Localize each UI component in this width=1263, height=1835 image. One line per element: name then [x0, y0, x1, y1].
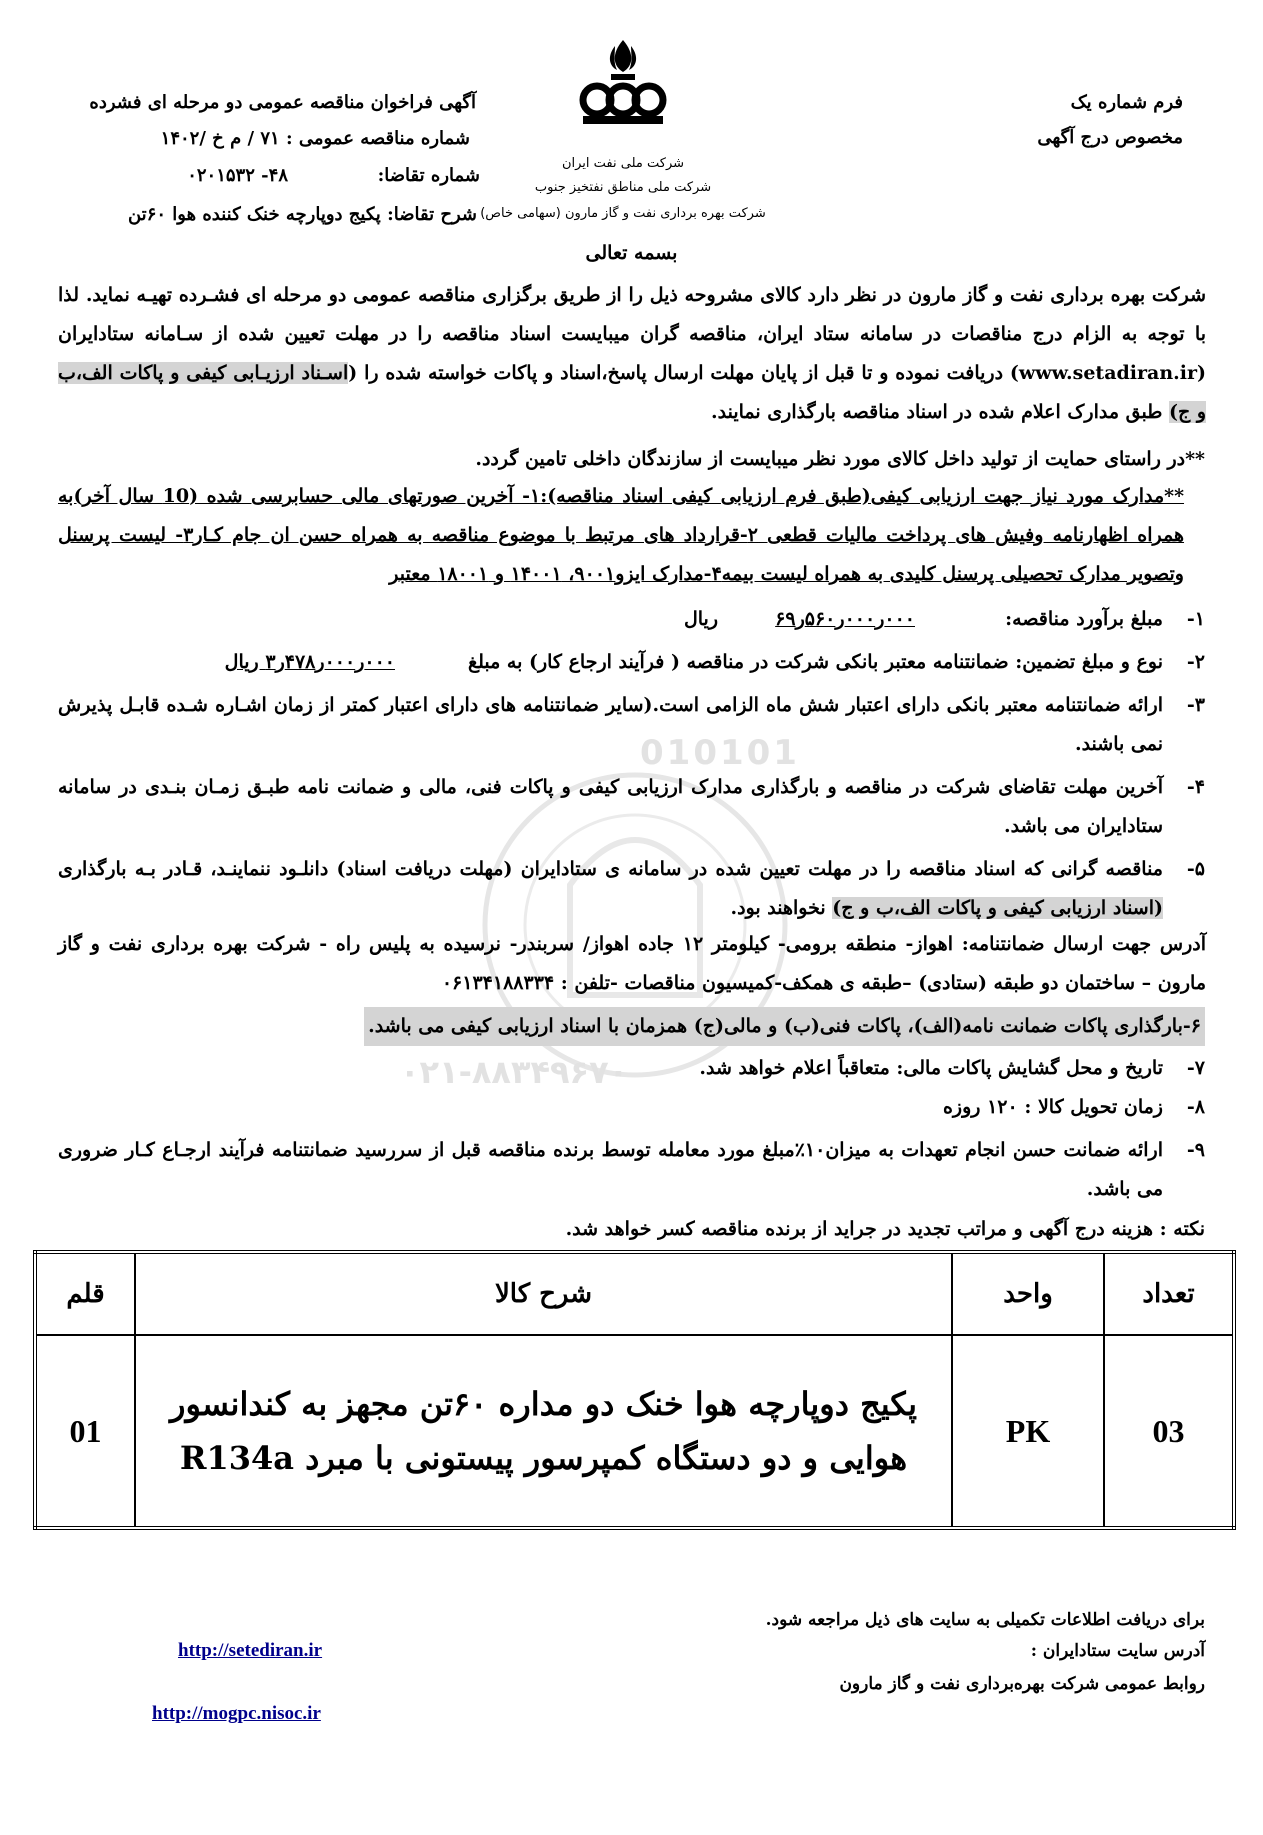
- more-info-text: برای دریافت اطلاعات تکمیلی به سایت های ذیل مراجعه شود.: [765, 1610, 1205, 1630]
- item-1-number: ۱-: [1186, 608, 1205, 630]
- intro-text-2: طبق مدارک اعلام شده در اسناد مناقصه بارگذاری نمایند.: [711, 401, 1169, 423]
- intro-paragraph: [58, 276, 1206, 432]
- logo-line-2: شرکت ملی مناطق نفتخیز جنوب: [534, 180, 712, 195]
- item-9-text: ارائه ضمانت حسن انجام تعهدات به میزان۱۰٪مبلغ مورد معامله توسط برنده مناقصه قبل از سررسید ضمانتنامه فرآیند ارجـاع کـار ضروری می باشد.: [58, 1139, 1163, 1200]
- item-5-text-2: نخواهند بود.: [730, 897, 833, 919]
- item-1-label: مبلغ برآورد مناقصه:: [1005, 608, 1163, 630]
- row-item-number: 01: [35, 1335, 135, 1528]
- item-8-number: ۸-: [1186, 1096, 1205, 1118]
- item-5-number: ۵-: [1186, 858, 1205, 880]
- public-relations-label: روابط عمومی شرکت بهره‌برداری نفت و گاز مارون: [839, 1674, 1205, 1694]
- form-purpose: مخصوص درج آگهی: [1037, 127, 1183, 148]
- goods-table-header-row: [35, 1252, 1234, 1335]
- qualification-documents: **مدارک مورد نیاز جهت ارزیابی کیفی(طبق فرم ارزیابی کیفی اسناد مناقصه):۱- آخرین صورتهای مالی حسابرسی شده (10 سال آخر)به همراه اظهارنامه وفیش های پرداخت مالیات قطعی ۲-قرارداد های مرتبط با موضوع مناقصه به همراه حسن ان جام کـار۳- لیست پرسنل وتصویر مدارک تحصیلی پرسنل کلیدی به همراه لیست بیمه۴-مدارک ایزو۹۰۰۱، ۱۴۰۰۱ و ۱۸۰۰۱ معتبر: [58, 485, 1185, 585]
- setad-address-label: آدرس سایت ستادایران :: [1030, 1641, 1205, 1661]
- item-7-number: ۷-: [1186, 1057, 1205, 1079]
- item-2-number: ۲-: [1186, 651, 1205, 673]
- watermark-code: 010101: [640, 733, 800, 773]
- nioc-flame-logo-icon: [573, 36, 673, 136]
- mogpc-link[interactable]: http://mogpc.nisoc.ir: [152, 1703, 321, 1724]
- item-5-highlight: (اسناد ارزیابی کیفی و پاکات الف،ب و ج): [832, 897, 1163, 919]
- table-row: [35, 1335, 1234, 1528]
- request-description: شرح تقاضا: پکیج دوپارچه خنک کننده هوا ۶۰تن: [127, 204, 477, 225]
- item-4-number: ۴-: [1186, 776, 1205, 798]
- item-3-number: ۳-: [1186, 694, 1205, 716]
- guarantee-text: نوع و مبلغ تضمین: ضمانتنامه معتبر بانکی شرکت در مناقصه ( فرآیند ارجاع کار) به مبلغ: [467, 651, 1163, 673]
- logo-line-3: شرکت بهره برداری نفت و گاز مارون (سهامی خاص): [480, 206, 766, 221]
- item-8-text: زمان تحویل کالا : ۱۲۰ روزه: [942, 1096, 1163, 1118]
- intro-highlight: اسـناد ارزیـابی کیفی و پاکات الف،ب و ج): [58, 362, 1206, 423]
- logo-line-1: شرکت ملی نفت ایران: [561, 156, 685, 171]
- guarantee-amount: ۰۰۰ر۰۰۰ر۴۷۸ر۳ ریال: [224, 651, 395, 673]
- row-description-line-1: پکیج دوپارچه هوا خنک دو مداره ۶۰تن مجهز به کندانسور: [170, 1385, 917, 1423]
- item-6-text: ۶-بارگذاری پاکات ضمانت نامه(الف)، پاکات فنی(ب) و مالی(ج) همزمان با اسناد ارزیابی کیفی می باشد.: [364, 1007, 1205, 1046]
- tender-number: شماره مناقصه عمومی : ۷۱ / م خ /۱۴۰۲: [160, 128, 470, 149]
- row-quantity: 03: [1104, 1335, 1234, 1528]
- row-description-line-2: هوایی و دو دستگاه کمپرسور پیستونی با مبرد R134a: [179, 1439, 908, 1477]
- bismillah-heading: بسمه تعالی: [585, 242, 678, 264]
- header-unit: واحد: [952, 1252, 1104, 1335]
- row-unit: PK: [952, 1335, 1104, 1528]
- domestic-production-note: **در راستای حمایت از تولید داخل کالای مورد نظر میبایست از سازندگان داخلی تامین گردد.: [475, 448, 1205, 470]
- estimate-unit: ریال: [683, 608, 718, 630]
- item-4-text: آخرین مهلت تقاضای شرکت در مناقصه و بارگذاری مدارک ارزیابی کیفی و پاکات فنی، مالی و ضمانت نامه طبـق زمـان بنـدی در سامانه ستادایران می باشد.: [58, 776, 1163, 837]
- header-quantity: تعداد: [1104, 1252, 1234, 1335]
- item-3-text: ارائه ضمانتنامه معتبر بانکی دارای اعتبار شش ماه الزامی است.(سایر ضمانتنامه های دارای اعتبار کمتر از زمان اشـاره شـده قابـل پذیرش نمی باشند.: [58, 694, 1163, 755]
- header-item: قلم: [35, 1252, 135, 1335]
- item-9-number: ۹-: [1186, 1139, 1205, 1161]
- advertising-cost-note: نکته : هزینه درج آگهی و مراتب تجدید در جراید از برنده مناقصه کسر خواهد شد.: [565, 1218, 1205, 1240]
- guarantee-address: آدرس جهت ارسال ضمانتنامه: اهواز- منطقه برومی- کیلومتر ۱۲ جاده اهواز/ سربندر- نرسیده به پلیس راه - شرکت بهره برداری نفت و گاز مارون – ساختمان دو طبقه (ستادی) –طبقه ی همکف-کمیسیون مناقصات -تلفن : ۰۶۱۳۴۱۸۸۳۳۴: [58, 933, 1206, 994]
- watermark-phone: ۰۲۱-۸۸۳۴۹۶۷۰: [400, 1053, 629, 1091]
- intro-text-1: شرکت بهره برداری نفت و گاز مارون در نظر دارد کالای مشروحه ذیل را از طریق برگزاری مناقصه عمومی دو مرحله ای فشـرده تهیـه نماید. لذا با توجه به الزام درج مناقصات در سامانه ستاد ایران، مناقصه گران میبایست اسناد مناقصه را در مهلت تعیین شده از سـامانه ستادایران (www.setadiran.ir) دریافت نموده و تا قبل از پایان مهلت ارسال پاسخ،اسناد و پاکات خواسته شده را (: [58, 284, 1206, 384]
- form-number: فرم شماره یک: [1070, 92, 1183, 113]
- estimate-amount: ۰۰۰ر۰۰۰ر۵۶۰ر۶۹: [775, 608, 915, 630]
- request-number-label: شماره تقاضا:: [377, 165, 480, 186]
- ad-title: آگهی فراخوان مناقصه عمومی دو مرحله ای فشرده: [89, 92, 476, 113]
- goods-table: [33, 1250, 1236, 1530]
- item-5-text: [58, 850, 1163, 928]
- item-5-text-1: مناقصه گرانی که اسناد مناقصه را در مهلت تعیین شده در سامانه ی ستادایران (مهلت دریافت اسناد) دانلـود ننماینـد، قـادر بـه بارگذاری: [58, 858, 1163, 880]
- nioc-logo: [573, 36, 673, 140]
- item-7-text: تاریخ و محل گشایش پاکات مالی: متعاقباً اعلام خواهد شد.: [699, 1057, 1163, 1079]
- setediran-link[interactable]: http://setediran.ir: [178, 1640, 323, 1661]
- request-number-value: ۴۸- ۰۲۰۱۵۳۲: [187, 165, 288, 186]
- header-description: شرح کالا: [135, 1252, 952, 1335]
- row-description: [135, 1335, 952, 1528]
